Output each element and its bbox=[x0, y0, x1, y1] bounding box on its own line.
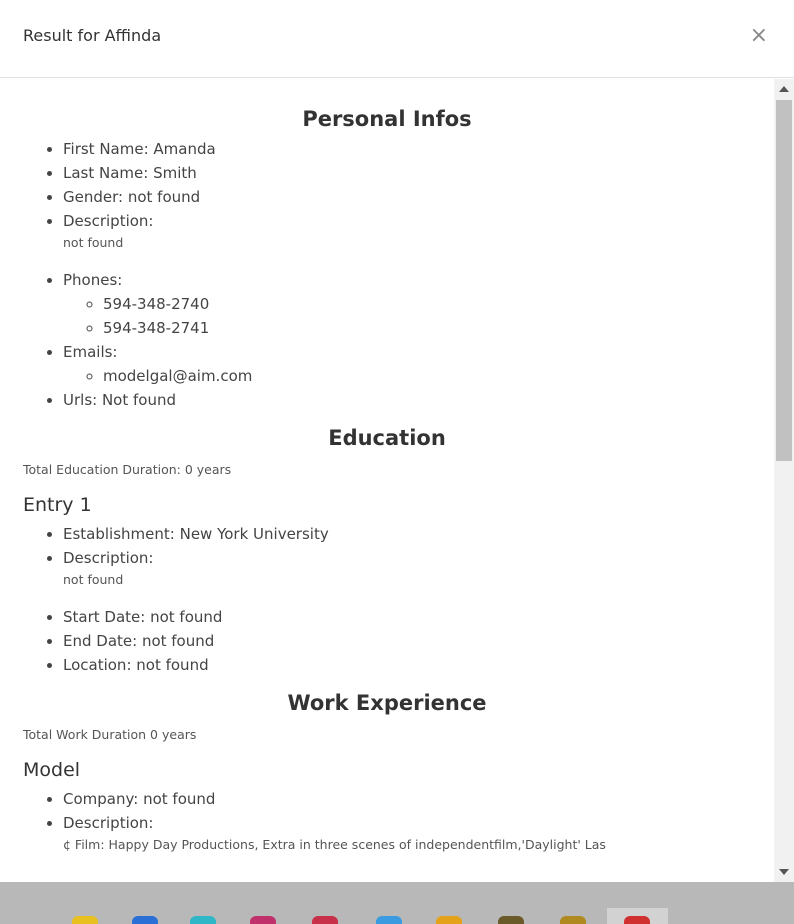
location-item: • Location: not found bbox=[63, 653, 751, 677]
education-description-value: not found bbox=[63, 572, 124, 587]
taskbar-app-icon[interactable] bbox=[560, 916, 586, 924]
taskbar-app-icon[interactable] bbox=[72, 916, 98, 924]
description-label: Description: bbox=[63, 212, 154, 230]
taskbar-app-icon[interactable] bbox=[312, 916, 338, 924]
work-description-value: ¢ Film: Happy Day Productions, Extra in three scenes of independentfilm,'Daylight' Las bbox=[63, 837, 606, 852]
scroll-thumb[interactable] bbox=[776, 100, 792, 461]
phones-item bbox=[63, 268, 751, 340]
work-entry-list bbox=[23, 787, 751, 855]
work-description-item bbox=[63, 811, 751, 855]
personal-infos-heading: Personal Infos bbox=[302, 107, 472, 131]
modal-title: Result for Affinda bbox=[23, 26, 162, 45]
work-experience-heading: Work Experience bbox=[287, 691, 487, 715]
work-description-label: Description: bbox=[63, 814, 154, 832]
close-button[interactable]: × bbox=[749, 23, 768, 48]
last-name-item: • Last Name: Smith bbox=[63, 161, 751, 185]
email-item: ◦ modelgal@aim.com bbox=[103, 364, 751, 388]
phones-list bbox=[63, 292, 751, 340]
work-total: Total Work Duration 0 years bbox=[23, 727, 197, 742]
taskbar-app-icon[interactable] bbox=[624, 916, 650, 924]
education-description-label: Description: bbox=[63, 549, 154, 567]
end-date-item: • End Date: not found bbox=[63, 629, 751, 653]
emails-label: Emails: bbox=[63, 343, 118, 361]
vertical-scrollbar[interactable] bbox=[774, 79, 794, 882]
description-item bbox=[63, 209, 751, 253]
description-value: not found bbox=[63, 235, 124, 250]
gender-item: • Gender: not found bbox=[63, 185, 751, 209]
taskbar-app-icon[interactable] bbox=[190, 916, 216, 924]
education-total: Total Education Duration: 0 years bbox=[23, 462, 232, 477]
first-name-item: • First Name: Amanda bbox=[63, 137, 751, 161]
taskbar-app-icon[interactable] bbox=[376, 916, 402, 924]
education-heading: Education bbox=[328, 426, 446, 450]
taskbar-app-icon[interactable] bbox=[436, 916, 462, 924]
taskbar-app-icon[interactable] bbox=[250, 916, 276, 924]
taskbar-app-icon[interactable] bbox=[498, 916, 524, 924]
education-description-item bbox=[63, 546, 751, 590]
education-entry-title: Entry 1 bbox=[23, 494, 92, 516]
taskbar-app-icon[interactable] bbox=[132, 916, 158, 924]
emails-item bbox=[63, 340, 751, 388]
establishment-item: • Establishment: New York University bbox=[63, 522, 751, 546]
emails-list bbox=[63, 364, 751, 388]
phones-label: Phones: bbox=[63, 271, 123, 289]
phone-item: ◦ 594-348-2740 bbox=[103, 292, 751, 316]
personal-info-list bbox=[23, 137, 751, 412]
modal-header bbox=[0, 0, 794, 78]
phone-item: ◦ 594-348-2741 bbox=[103, 316, 751, 340]
work-entry-title: Model bbox=[23, 759, 81, 781]
education-entry-list bbox=[23, 522, 751, 677]
taskbar bbox=[0, 882, 794, 924]
urls-item: • Urls: Not found bbox=[63, 388, 751, 412]
scroll-up-arrow-icon[interactable] bbox=[779, 86, 789, 92]
scroll-down-arrow-icon[interactable] bbox=[779, 869, 789, 875]
start-date-item: • Start Date: not found bbox=[63, 605, 751, 629]
modal-body[interactable] bbox=[0, 79, 774, 882]
company-item: • Company: not found bbox=[63, 787, 751, 811]
